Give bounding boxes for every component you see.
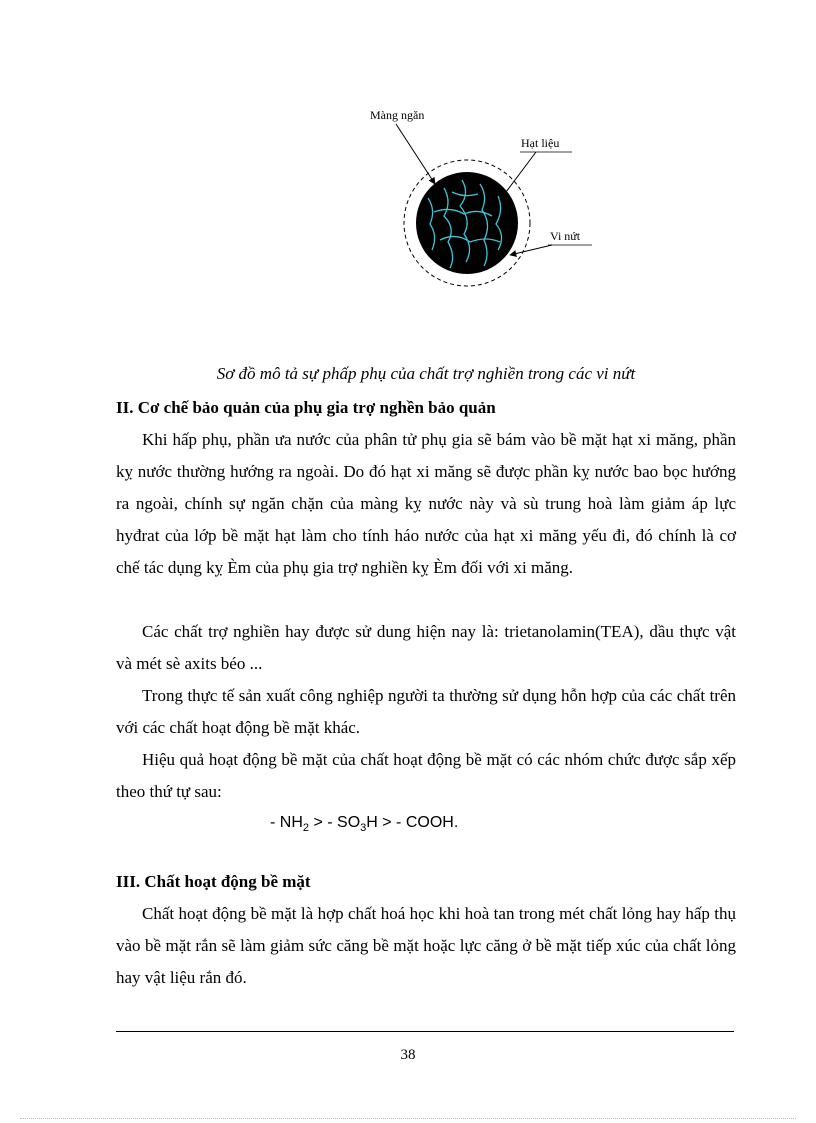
diagram-svg: [340, 100, 640, 300]
page-number: 38: [400, 1047, 416, 1063]
section-2-heading: II. Cơ chế bảo quản của phụ gia trợ nghền bảo quản: [116, 398, 496, 417]
section-2-paragraph-1: Khi hấp phụ, phần ưa nước của phân tử phụ gia sẽ bám vào bề mặt hạt xi măng, phần kỵ nước thường hướng ra ngoài. Do đó hạt xi măng sẽ được phần kỵ nước bao bọc hướng ra ngoài, chính sự ngăn chặn của màng kỵ nước này và sù trung hoà làm giảm áp lực hyđrat của lớp bề mặt hạt làm cho tính háo nước của hạt xi măng yếu đi, đó chính là cơ chế tác dụng kỵ Èm của phụ gia trợ nghiền kỵ Èm đối với xi măng.: [116, 430, 736, 577]
section-3-paragraph-1: Chất hoạt động bề mặt là hợp chất hoá học khi hoà tan trong mét chất lỏng hay hấp thụ vào bề mặt rắn sẽ làm giảm sức căng bề mặt hoặc lực căng ở bề mặt tiếp xúc của chất lỏng hay vật liệu rắn đó.: [116, 904, 736, 987]
section-2-paragraph-3: Trong thực tế sản xuất công nghiệp người ta thường sử dụng hỗn hợp của các chất trên với các chất hoạt động bề mặt khác.: [116, 686, 736, 737]
figure-caption: Sơ đồ mô tả sự phấp phụ của chất trợ nghiền trong các vi nứt: [216, 364, 636, 383]
section-2-paragraph-4: Hiệu quả hoạt động bề mặt của chất hoạt động bề mặt có các nhóm chức được sắp xếp theo thứ tự sau:: [116, 750, 736, 801]
label-particle: Hạt liệu: [521, 136, 560, 150]
label-microcrack: Vi nứt: [550, 229, 581, 243]
section-2-paragraph-2: Các chất trợ nghiền hay được sử dung hiện nay là: trietanolamin(TEA), dầu thực vật và mét sè axits béo ...: [116, 622, 736, 673]
page-bottom-border: [20, 1118, 796, 1119]
footer-rule: [116, 1031, 734, 1032]
adsorption-diagram: [340, 100, 640, 300]
section-3-heading: III. Chất hoạt động bề mặt: [116, 872, 311, 891]
particle-arrow: [500, 152, 536, 200]
microcrack-arrow: [510, 245, 552, 255]
membrane-arrow: [396, 124, 435, 184]
label-membrane: Màng ngăn: [370, 108, 425, 122]
functional-group-order: - $NH_2$ > - $SO_3H$ > - COOH.: [270, 814, 459, 835]
